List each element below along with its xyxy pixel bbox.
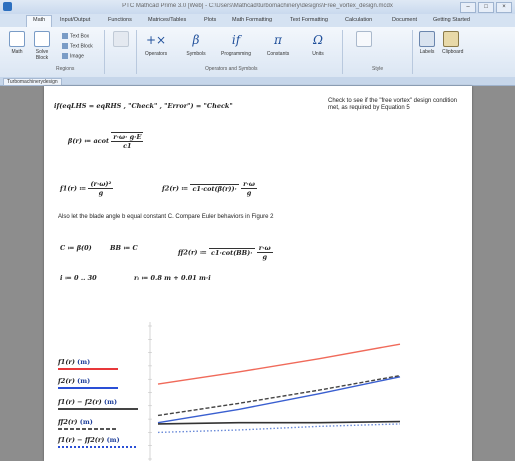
regions-group-label: Regions <box>56 66 75 72</box>
series-line-2 <box>158 376 400 416</box>
free-vortex-note[interactable]: Check to see if the "free vortex" design condition met, as required by Equation 5 <box>328 98 457 111</box>
ribbon <box>0 27 515 78</box>
labels-button[interactable]: Labels <box>418 31 436 55</box>
ff2-definition[interactable]: ff2(r) ≔ c1·cot(BB)· $\frac{r\cdot\omega}{g}$ <box>178 244 271 261</box>
euler-head-plot[interactable] <box>144 322 414 461</box>
operators-symbols-group-label: Operators and Symbols <box>205 66 258 72</box>
format-painter-icon <box>113 31 129 47</box>
legend-ff2[interactable]: ff2(r) (m) <box>58 418 93 426</box>
r-vector-definition[interactable]: rᵢ ≔ 0.8 m + 0.01 m·i <box>134 274 211 282</box>
series-line-3 <box>158 422 400 424</box>
tab-text-formatting[interactable]: Text Formatting <box>290 17 328 23</box>
ribbon-tabs <box>0 14 515 27</box>
programming-icon: if <box>231 33 241 47</box>
tab-calculation[interactable]: Calculation <box>345 17 373 23</box>
series-line-0 <box>158 344 400 384</box>
tab-math-formatting[interactable]: Math Formatting <box>232 17 273 23</box>
legend-f1-minus-ff2[interactable]: f1(r) − ff2(r) (m) <box>58 436 120 444</box>
f2-definition[interactable]: f2(r) ≔ c1·cot(β(r))· $\frac{r\cdot\omega}{g}$ <box>162 180 255 197</box>
legend-swatch <box>58 387 118 389</box>
tab-document[interactable]: Document <box>392 17 418 23</box>
tab-functions[interactable]: Functions <box>108 17 132 23</box>
maximize-button[interactable]: □ <box>478 2 494 13</box>
ribbon-separator <box>104 30 105 74</box>
paste-format-button[interactable] <box>112 31 130 47</box>
f1-definition[interactable]: f1(r) ≔ $\frac{\text{(r·ω)²}}{g}$ <box>60 180 112 197</box>
ribbon-separator <box>412 30 413 74</box>
clipboard-icon <box>443 31 459 47</box>
programming-button[interactable]: if Programming <box>220 33 251 57</box>
text-block-icon <box>62 43 68 49</box>
tab-matrices-tables[interactable]: Matrices/Tables <box>148 17 187 23</box>
units-button[interactable]: Ω Units <box>302 33 334 57</box>
beta-definition[interactable]: β(r) ≔ acot $\frac{r\cdot\omega\cdot g\cdot E}{c1}$ <box>68 133 142 150</box>
blade-angle-text[interactable]: Also let the blade angle b equal constant C. Compare Euler behaviors in Figure 2 <box>58 214 274 220</box>
worksheet-page[interactable] <box>44 86 472 461</box>
document-tab[interactable]: Turbomachinerydesign <box>3 78 62 86</box>
tab-plots[interactable]: Plots <box>204 17 217 23</box>
window-title: PTC Mathcad Prime 3.0 [Web] - C:\Users\Mathcad\turbomachinery\designs\Free_vortex_design.mcdx <box>122 3 393 9</box>
ribbon-separator <box>342 30 343 74</box>
ribbon-separator <box>136 30 137 74</box>
clipboard-button[interactable]: Clipboard <box>442 31 460 55</box>
math-region-button[interactable]: Math <box>8 31 26 55</box>
labels-icon <box>419 31 435 47</box>
symbols-icon: β <box>192 33 200 47</box>
legend-f1-minus-f2[interactable]: f1(r) − f2(r) (m) <box>58 398 117 406</box>
text-box-icon <box>62 33 68 39</box>
tab-input-output[interactable]: Input/Output <box>60 17 91 23</box>
legend-f1[interactable]: f1(r) (m) <box>58 358 90 366</box>
check-if-expression[interactable]: if(eqLHS = eqRHS , "Check" , "Error") = "Check" <box>54 102 233 110</box>
legend-swatch <box>58 408 138 410</box>
legend-swatch <box>58 428 118 430</box>
document-tab-bar <box>0 77 515 86</box>
operators-icon: +× <box>145 33 167 47</box>
legend-f2[interactable]: f2(r) (m) <box>58 377 90 385</box>
c-definition[interactable]: C ≔ β(0) <box>60 244 92 252</box>
style-icon <box>356 31 372 47</box>
pi-icon: π <box>274 33 282 47</box>
constants-button[interactable]: π Constants <box>262 33 294 57</box>
image-icon <box>62 53 68 59</box>
range-definition[interactable]: i ≔ 0 .. 30 <box>60 274 97 282</box>
tab-getting-started[interactable]: Getting Started <box>433 17 470 23</box>
symbols-button[interactable]: β Symbols <box>180 33 212 57</box>
series-line-4 <box>158 424 400 432</box>
text-block-button[interactable]: Text Block <box>62 43 93 49</box>
bb-definition[interactable]: BB ≔ C <box>110 244 138 252</box>
title-bar <box>0 0 515 15</box>
tab-math[interactable]: Math <box>26 15 52 28</box>
text-box-button[interactable]: Text Box <box>62 33 89 39</box>
legend-swatch <box>58 368 118 370</box>
solve-block-button[interactable]: Solve Block <box>33 31 51 61</box>
style-dropdown[interactable] <box>355 31 373 47</box>
style-group-label: Style <box>372 66 384 72</box>
solve-block-icon <box>34 31 50 47</box>
math-region-icon <box>9 31 25 47</box>
legend-swatch <box>58 446 138 448</box>
operators-button[interactable]: +× Operators <box>140 33 172 57</box>
close-button[interactable]: × <box>496 2 512 13</box>
units-icon: Ω <box>313 33 323 47</box>
series-line-1 <box>158 377 400 423</box>
minimize-button[interactable]: – <box>460 2 476 13</box>
image-button[interactable]: Image <box>62 53 84 59</box>
